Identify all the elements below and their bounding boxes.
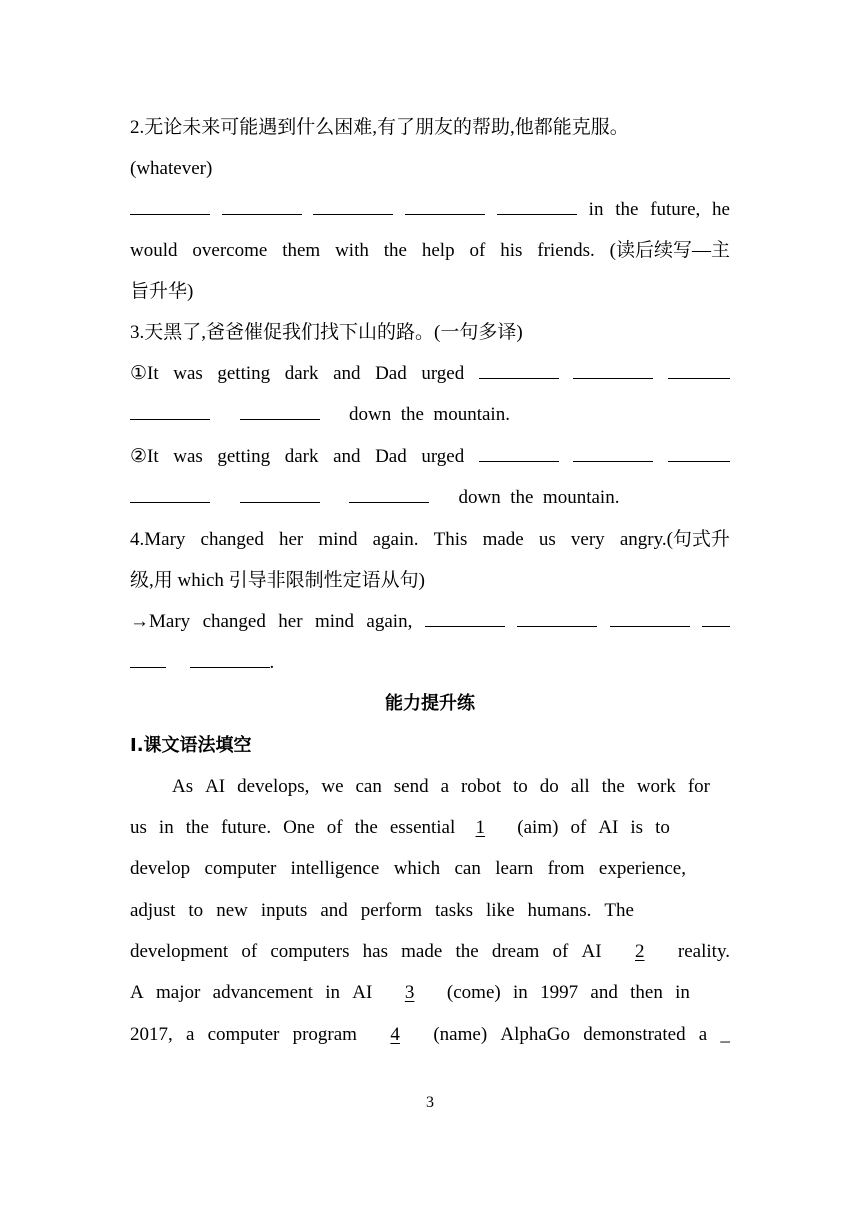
passage-line-7 <box>130 1023 730 1047</box>
word: AI <box>205 776 226 797</box>
word: AI <box>352 982 373 1003</box>
word: has <box>362 941 388 962</box>
word: again, <box>366 611 413 632</box>
word: them <box>282 240 321 261</box>
word: and <box>333 446 361 467</box>
answer-blank[interactable] <box>349 486 429 503</box>
word: to <box>655 817 670 838</box>
word: computers <box>270 941 350 962</box>
word: from <box>547 858 585 879</box>
word: the <box>354 817 378 838</box>
word: robot <box>460 776 502 797</box>
word: Dad <box>375 363 407 384</box>
word: reality. <box>677 941 730 962</box>
answer-blank[interactable] <box>573 362 653 379</box>
word: (读后续写—主 <box>609 240 730 261</box>
passage-line-1 <box>172 775 710 799</box>
answer-blank[interactable] <box>240 486 320 503</box>
word: future. <box>220 817 272 838</box>
word: made <box>401 941 443 962</box>
word: dark <box>284 446 319 467</box>
word: getting <box>217 446 271 467</box>
word: One <box>283 817 315 838</box>
answer-blank[interactable] <box>240 403 320 420</box>
word: develops, <box>237 776 310 797</box>
word: send <box>393 776 429 797</box>
q4-answer-line1 <box>130 610 730 634</box>
word: perform <box>360 900 422 921</box>
q2-prompt: 2.无论未来可能遇到什么困难,有了朋友的帮助,他都能克服。 <box>130 117 629 138</box>
word: can <box>454 858 481 879</box>
word: like <box>486 900 515 921</box>
word: computer <box>207 1024 280 1045</box>
word: 1997 <box>540 982 579 1003</box>
word: to <box>513 776 528 797</box>
word: →Mary <box>130 611 191 632</box>
word: of <box>552 941 569 962</box>
word: he <box>712 199 730 220</box>
word: AI <box>598 817 619 838</box>
answer-blank[interactable] <box>479 362 559 379</box>
word: mind <box>314 611 355 632</box>
word: us <box>130 817 147 838</box>
q2-answer-line <box>130 198 730 222</box>
passage-line-5 <box>130 940 730 964</box>
q4-answer-line2 <box>130 651 730 675</box>
word: humans. <box>527 900 592 921</box>
word: made <box>482 529 524 550</box>
word: A <box>130 982 144 1003</box>
section-title: 能力提升练 <box>385 693 475 714</box>
word: all <box>570 776 590 797</box>
word: in <box>325 982 340 1003</box>
answer-blank[interactable] <box>130 403 210 420</box>
passage-line-6 <box>130 981 690 1005</box>
word: very <box>570 529 605 550</box>
answer-blank[interactable] <box>222 198 302 215</box>
word: we <box>321 776 344 797</box>
word: major <box>156 982 201 1003</box>
word: and <box>590 982 618 1003</box>
word: her <box>278 611 303 632</box>
word: future, <box>650 199 701 220</box>
word: the <box>185 817 209 838</box>
period: . <box>269 652 275 673</box>
word: overcome <box>192 240 268 261</box>
section-subtitle: Ⅰ.课文语法填空 <box>130 735 252 756</box>
word: of <box>469 240 486 261</box>
q4-prompt-line2: 级,用 which 引导非限制性定语从句) <box>130 570 426 591</box>
word: us <box>538 529 556 550</box>
q3-version2-line1 <box>130 445 730 469</box>
word: program <box>292 1024 357 1045</box>
q3-version1-line2 <box>130 403 730 427</box>
word: getting <box>217 363 271 384</box>
word: his <box>500 240 523 261</box>
word: demonstrated <box>583 1024 686 1045</box>
answer-blank[interactable] <box>573 445 653 462</box>
word: help <box>421 240 455 261</box>
word: in <box>513 982 528 1003</box>
page-number: 3 <box>426 1094 434 1111</box>
word: As <box>172 776 194 797</box>
word: was <box>173 446 203 467</box>
word: 4.Mary <box>130 529 186 550</box>
answer-blank[interactable] <box>497 198 577 215</box>
answer-blank[interactable] <box>190 651 270 668</box>
word: ①It <box>130 363 159 384</box>
word: the <box>383 240 407 261</box>
blank-1[interactable]: 1 <box>475 817 486 838</box>
word: would <box>130 240 178 261</box>
word: and <box>320 900 348 921</box>
word: in <box>158 817 174 838</box>
q3-version1-line1 <box>130 362 730 386</box>
word: with <box>335 240 369 261</box>
word: ②It <box>130 446 159 467</box>
word: and <box>333 363 361 384</box>
word: experience, <box>598 858 686 879</box>
word: can <box>355 776 382 797</box>
word: the <box>615 199 639 220</box>
answer-blank[interactable] <box>405 198 485 215</box>
answer-blank[interactable] <box>130 651 166 668</box>
word: computer <box>204 858 277 879</box>
word: work <box>636 776 676 797</box>
blank-3[interactable]: 3 <box>404 982 415 1003</box>
word: mind <box>318 529 358 550</box>
q2-sentence-line <box>130 239 730 263</box>
word: of <box>570 817 587 838</box>
word: in <box>675 982 690 1003</box>
word: This <box>433 529 468 550</box>
word: (come) <box>446 982 501 1003</box>
word: AI <box>581 941 602 962</box>
answer-blank[interactable] <box>479 445 559 462</box>
word: tasks <box>435 900 474 921</box>
word: AlphaGo <box>500 1024 571 1045</box>
word: inputs <box>260 900 308 921</box>
word: is <box>630 817 644 838</box>
word: which <box>393 858 441 879</box>
word: urged <box>421 363 465 384</box>
answer-blank[interactable] <box>702 610 730 627</box>
word: the <box>455 941 479 962</box>
word: do <box>539 776 559 797</box>
blank-1-group <box>390 816 505 840</box>
word: new <box>216 900 248 921</box>
q2-tag: 旨升华) <box>130 281 194 302</box>
q2-keyword: (whatever) <box>130 158 213 179</box>
q3-version2-line2 <box>130 486 730 510</box>
word: changed <box>200 529 264 550</box>
word: development <box>130 941 229 962</box>
word: a <box>185 1024 195 1045</box>
word: (aim) <box>517 817 559 838</box>
word: the <box>601 776 625 797</box>
word: develop <box>130 858 191 879</box>
word: dark <box>284 363 319 384</box>
answer-blank[interactable] <box>610 610 690 627</box>
word: advancement <box>212 982 313 1003</box>
word: for <box>687 776 710 797</box>
answer-blank[interactable] <box>130 486 210 503</box>
word: her <box>279 529 304 550</box>
word: dream <box>491 941 540 962</box>
word: in <box>588 199 604 220</box>
word: to <box>188 900 204 921</box>
word: a <box>698 1024 708 1045</box>
word: of <box>241 941 258 962</box>
answer-blank[interactable] <box>517 610 597 627</box>
answer-blank[interactable] <box>313 198 393 215</box>
phrase: down the mountain. <box>349 404 510 425</box>
word: angry.(句式升 <box>619 529 730 550</box>
word: The <box>604 900 634 921</box>
word: changed <box>202 611 266 632</box>
answer-blank[interactable] <box>425 610 505 627</box>
word: then <box>630 982 663 1003</box>
answer-blank[interactable] <box>130 198 210 215</box>
answer-blank[interactable] <box>668 445 730 462</box>
blank-4[interactable]: 4 <box>390 1024 400 1045</box>
passage-line-4 <box>130 899 634 923</box>
word: again. <box>372 529 419 550</box>
word: of <box>326 817 343 838</box>
word: a <box>440 776 449 797</box>
answer-blank[interactable] <box>668 362 730 379</box>
word: Dad <box>375 446 407 467</box>
word: intelligence <box>290 858 380 879</box>
phrase: down the mountain. <box>458 487 620 508</box>
word: 2017, <box>130 1024 173 1045</box>
word: adjust <box>130 900 176 921</box>
word: essential <box>389 817 456 838</box>
word: (name) <box>433 1024 488 1045</box>
word: learn <box>495 858 534 879</box>
word: friends. <box>537 240 595 261</box>
q3-prompt: 3.天黑了,爸爸催促我们找下山的路。(一句多译) <box>130 322 523 343</box>
passage-line-2 <box>130 816 670 840</box>
blank-2[interactable]: 2 <box>635 941 645 962</box>
q4-prompt-line1 <box>130 528 730 552</box>
word: _ <box>720 1024 730 1045</box>
word: was <box>173 363 203 384</box>
passage-line-3 <box>130 857 686 881</box>
word: urged <box>421 446 465 467</box>
